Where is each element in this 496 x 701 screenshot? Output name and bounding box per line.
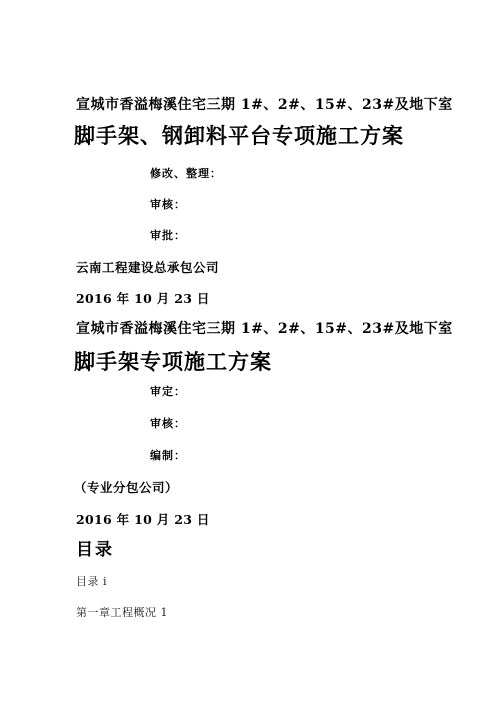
toc-entry[interactable]: 第一章工程概况 1 <box>76 606 168 619</box>
cover2-date: 2016 年 10 月 23 日 <box>76 512 210 527</box>
cover1-sign-review: 审核： <box>150 198 186 211</box>
cover2-sign-prepare: 编制： <box>150 449 186 462</box>
cover2-sign-review: 审核： <box>150 417 186 430</box>
cover2-sign-approve: 审定： <box>150 385 186 398</box>
cover1-title: 脚手架、钢卸料平台专项施工方案 <box>74 123 404 148</box>
cover2-subtitle: 宣城市香溢梅溪住宅三期 1#、2#、15#、23#及地下室 <box>76 321 453 337</box>
cover1-company: 云南工程建设总承包公司 <box>76 260 220 275</box>
cover1-date: 2016 年 10 月 23 日 <box>76 291 210 306</box>
cover2-company: （专业分包公司） <box>74 480 179 495</box>
toc-heading: 目录 <box>76 540 114 560</box>
cover2-title: 脚手架专项施工方案 <box>74 349 272 374</box>
cover1-subtitle: 宣城市香溢梅溪住宅三期 1#、2#、15#、23#及地下室 <box>76 97 453 113</box>
cover1-sign-approve: 审批： <box>150 229 186 242</box>
cover1-sign-modify: 修改、整理： <box>150 167 222 180</box>
toc-entry[interactable]: 目录 i <box>76 575 108 588</box>
